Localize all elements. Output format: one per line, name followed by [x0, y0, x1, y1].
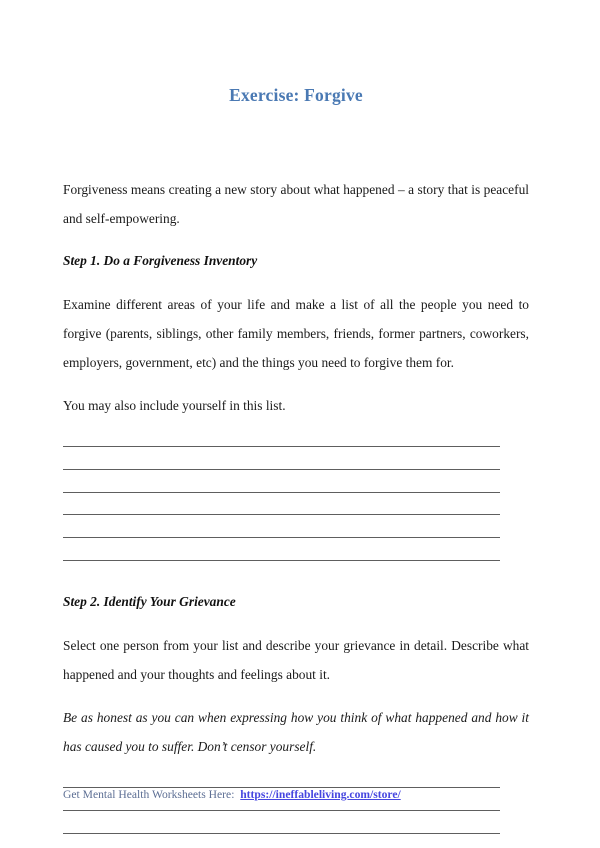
spacer	[63, 690, 529, 704]
step-1-body: Examine different areas of your life and make a list of all the people you need to forgive (parents, siblings, other family members, friends, former partners, coworkers, employers, government, etc) and the things you need to forgive them for.	[63, 297, 529, 370]
spacer	[63, 420, 529, 446]
step-2-heading: Step 2. Identify Your Grievance	[63, 593, 236, 609]
spacer	[63, 271, 529, 291]
spacer	[63, 234, 529, 250]
spacer	[63, 761, 529, 787]
spacer	[63, 378, 529, 392]
step-2-emphasis: Be as honest as you can when expressing how you think of what happened and how it has caused you to suffer. Don’t censor yourself.	[63, 709, 529, 754]
write-line[interactable]	[63, 469, 500, 470]
step-1-note: You may also include yourself in this list.	[63, 397, 286, 413]
write-line[interactable]	[63, 560, 500, 561]
footer	[63, 787, 401, 803]
spacer	[63, 612, 529, 632]
spacer	[63, 561, 529, 591]
footer-prefix-text: Get Mental Health Worksheets Here:	[63, 788, 235, 801]
write-line[interactable]	[63, 810, 500, 811]
page-title: Exercise: Forgive	[229, 85, 363, 105]
write-line[interactable]	[63, 446, 500, 447]
write-line[interactable]	[63, 833, 500, 834]
document-content	[63, 0, 529, 834]
worksheets-store-link[interactable]: https://ineffableliving.com/store/	[240, 788, 401, 801]
step-1-answer-lines[interactable]	[63, 446, 529, 560]
intro-paragraph: Forgiveness means creating a new story about what happened – a story that is peaceful and self-empowering.	[63, 182, 529, 226]
step-2-body: Select one person from your list and describe your grievance in detail. Describe what happened and your thoughts and feelings about it.	[63, 638, 529, 682]
write-line[interactable]	[63, 537, 500, 538]
write-line[interactable]	[63, 492, 500, 493]
spacer	[63, 106, 529, 128]
step-1-heading: Step 1. Do a Forgiveness Inventory	[63, 252, 258, 268]
write-line[interactable]	[63, 514, 500, 515]
